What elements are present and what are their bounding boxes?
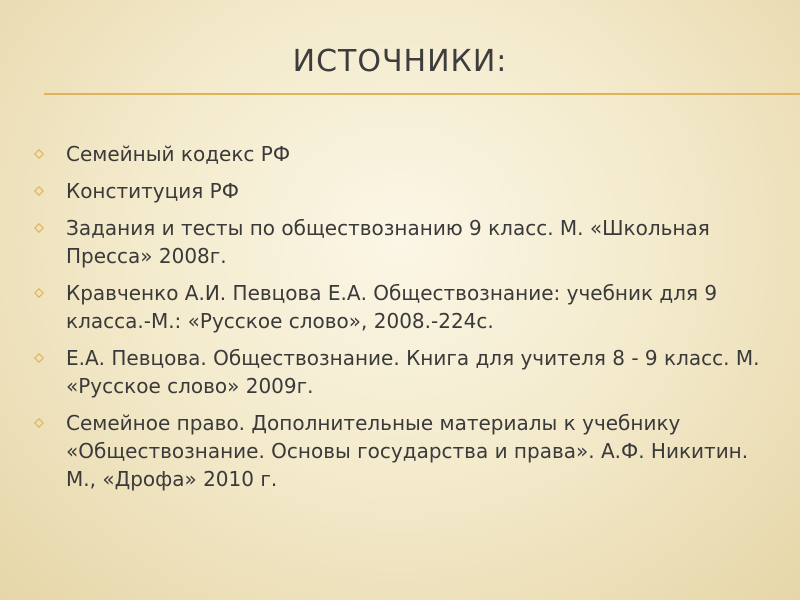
list-item-text: Кравченко А.И. Певцова Е.А. Обществознание: учебник для 9 класса.-М.: «Русское слово», 2008.-224с. (66, 281, 718, 333)
diamond-outline-icon (34, 149, 44, 159)
list-item-text: Семейный кодекс РФ (66, 142, 291, 166)
list-item (32, 177, 782, 205)
diamond-outline-icon (34, 353, 44, 363)
diamond-outline-icon (34, 418, 44, 428)
list-item (32, 344, 782, 400)
list-item (32, 214, 782, 270)
list-item-text: Задания и тесты по обществознанию 9 класс. М. «Школьная Пресса» 2008г. (66, 216, 710, 268)
list-item-text: Е.А. Певцова. Обществознание. Книга для учителя 8 - 9 класс. М. «Русское слово» 2009г. (66, 346, 760, 398)
list-item-text: Конституция РФ (66, 179, 239, 203)
list-item (32, 279, 782, 335)
title-divider (44, 93, 800, 95)
list-item-text: Семейное право. Дополнительные материалы к учебнику «Обществознание. Основы государства и права». А.Ф. Никитин. М., «Дрофа» 2010 г. (66, 411, 749, 491)
sources-list (32, 140, 782, 502)
list-item (32, 140, 782, 168)
list-item (32, 409, 782, 493)
slide-title: ИСТОЧНИКИ: (292, 44, 508, 79)
diamond-outline-icon (34, 186, 44, 196)
diamond-outline-icon (34, 288, 44, 298)
diamond-outline-icon (34, 223, 44, 233)
